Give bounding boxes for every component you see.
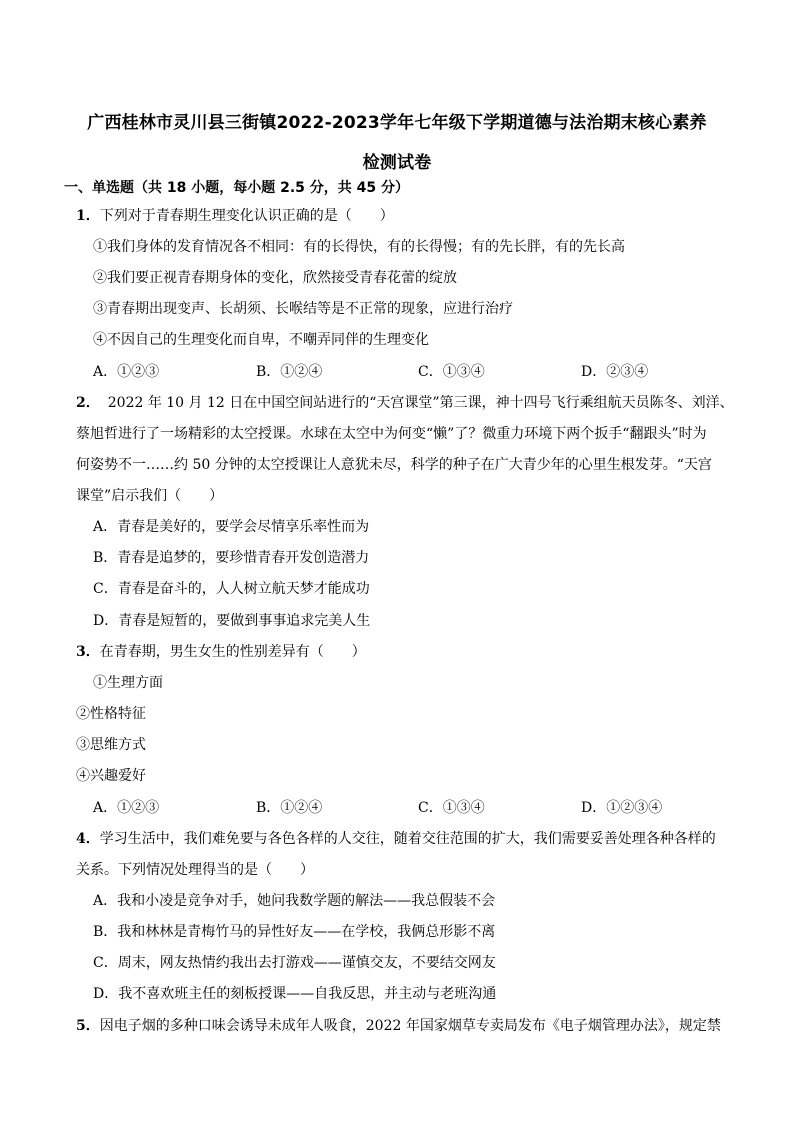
question-text: 下列对于青春期生理变化认识正确的是（ ） [99,208,394,224]
question-2-option-b[interactable]: B．青春是追梦的，要珍惜青春开发创造潜力 [93,550,370,566]
question-2-option-a[interactable]: A．青春是美好的，要学会尽情享乐率性而为 [93,519,370,535]
question-1-statement: ①我们身体的发育情况各不相同：有的长得快，有的长得慢；有的先长胖，有的先长高 [93,239,625,255]
question-text: 在青春期，男生女生的性别差异有（ ） [99,644,366,660]
question-5-stem-line-1 [76,1016,721,1036]
question-text: 学习生活中，我们难免要与各色各样的人交往，随着交往范围的扩大，我们需要妥善处理各种各样的 [99,831,716,847]
question-1-statement: ②我们要正视青春期身体的变化，欣然接受青春花蕾的绽放 [93,270,457,286]
question-3-statement: ③思维方式 [76,737,146,753]
question-1-option-a[interactable]: A．①②③ [93,364,160,380]
question-number: 5． [76,1018,100,1034]
question-1-option-d[interactable]: D．②③④ [581,364,649,380]
question-3-stem [76,642,366,662]
question-1-statement: ④不因自己的生理变化而自卑，不嘲弄同伴的生理变化 [93,332,429,348]
question-1-stem [76,206,394,226]
exam-title-line-1: 广西桂林市灵川县三街镇2022-2023学年七年级下学期道德与法治期末核心素养 [87,113,707,133]
question-4-option-d[interactable]: D．我不喜欢班主任的刻板授课——自我反思，并主动与老班沟通 [93,986,497,1002]
question-2-stem-line-2: 蔡旭哲进行了一场精彩的太空授课。水球在太空中为何变“懒”了？微重力环境下两个扳手“翻跟头”时为 [76,426,707,442]
question-number: 3． [76,644,100,660]
question-1-option-c[interactable]: C．①③④ [418,364,485,380]
question-number: 2． [76,395,100,411]
question-number: 4． [76,831,100,847]
question-2-stem-line-3: 何姿势不一……约 50 分钟的太空授课让人意犹未尽，科学的种子在广大青少年的心里生根发芽。“天宫 [76,457,712,473]
question-text: 因电子烟的多种口味会诱导未成年人吸食，2022 年国家烟草专卖局发布《电子烟管理办法》，规定禁 [99,1018,721,1034]
question-1-statement: ③青春期出现变声、长胡须、长喉结等是不正常的现象，应进行治疗 [93,301,513,317]
question-3-statement: ④兴趣爱好 [76,768,146,784]
question-4-stem-line-1 [76,829,716,849]
question-3-option-c[interactable]: C．①③④ [418,800,485,816]
question-2-stem-line-4: 课堂”启示我们（ ） [76,488,224,504]
question-3-option-b[interactable]: B．①②④ [256,800,323,816]
exam-title-line-2: 检测试卷 [362,153,432,173]
section-heading: 一、单选题（共 18 小题，每小题 2.5 分，共 45 分） [64,180,410,196]
question-2-option-c[interactable]: C．青春是奋斗的，人人树立航天梦才能成功 [93,581,370,597]
question-4-stem-line-2: 关系。下列情况处理得当的是（ ） [76,862,314,878]
question-3-option-d[interactable]: D．①②③④ [581,800,663,816]
question-4-option-a[interactable]: A．我和小凌是竞争对手，她问我数学题的解法——我总假装不会 [93,893,496,909]
question-3-option-a[interactable]: A．①②③ [93,800,160,816]
question-number: 1． [76,208,100,224]
question-3-statement: ②性格特征 [76,706,146,722]
question-3-statement: ①生理方面 [93,675,163,691]
question-text: 2022 年 10 月 12 日在中国空间站进行的“天宫课堂”第三课，神十四号飞行乘组航天员陈冬、刘洋、 [107,395,734,411]
question-2-stem-line-1 [76,393,734,413]
question-4-option-b[interactable]: B．我和林林是青梅竹马的异性好友——在学校，我俩总形影不离 [93,924,496,940]
question-4-option-c[interactable]: C．周末，网友热情约我出去打游戏——谨慎交友，不要结交网友 [93,955,496,971]
question-2-option-d[interactable]: D．青春是短暂的，要做到事事追求完美人生 [93,613,371,629]
question-1-option-b[interactable]: B．①②④ [256,364,323,380]
